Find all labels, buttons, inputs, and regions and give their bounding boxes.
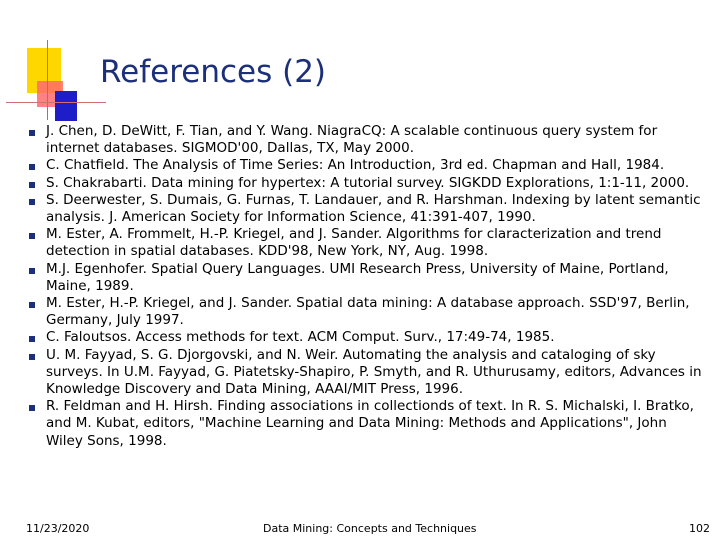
footer-title: Data Mining: Concepts and Techniques [263, 522, 477, 535]
slide-title: References (2) [100, 54, 327, 90]
reference-text: C. Chatfield. The Analysis of Time Series: An Introduction, 3rd ed. Chapman and Hall, 1984. [46, 157, 665, 174]
bullet-square-icon [29, 130, 35, 136]
reference-item [28, 157, 704, 174]
reference-text: R. Feldman and H. Hirsh. Finding associations in collectionds of text. In R. S. Michalski, I. Bratko, and M. Kubat, editors, "Machine Learning and Data Mining: Methods and Applications", John Wiley Sons, 1998. [46, 398, 694, 449]
title-ornament [0, 0, 100, 130]
reference-text: M.J. Egenhofer. Spatial Query Languages. UMI Research Press, University of Maine, Portland, Maine, 1989. [46, 260, 669, 294]
bullet-square-icon [29, 182, 35, 188]
bullet-square-icon [29, 405, 35, 411]
reference-text: M. Ester, A. Frommelt, H.-P. Kriegel, and J. Sander. Algorithms for claracterization and trend detection in spatial databases. KDD'98, New York, NY, Aug. 1998. [46, 226, 662, 260]
reference-text: U. M. Fayyad, S. G. Djorgovski, and N. Weir. Automating the analysis and cataloging of sky surveys. In U.M. Fayyad, G. Piatetsky-Shapiro, P. Smyth, and R. Uthurusamy, editors, Advances in Knowledge Discovery and Data Mining, AAAI/MIT Press, 1996. [46, 346, 702, 398]
reference-item [28, 347, 704, 399]
horizontal-line-decoration [6, 102, 106, 103]
reference-item [28, 192, 704, 226]
blue-square-decoration [55, 91, 77, 121]
reference-list [28, 123, 704, 450]
reference-text: S. Deerwester, S. Dumais, G. Furnas, T. Landauer, and R. Harshman. Indexing by latent semantic analysis. J. American Society for Information Science, 41:391-407, 1990. [46, 191, 701, 226]
reference-item [28, 295, 704, 329]
bullet-square-icon [29, 164, 35, 170]
reference-text: M. Ester, H.-P. Kriegel, and J. Sander. Spatial data mining: A database approach. SSD'97, Berlin, Germany, July 1997. [46, 295, 690, 329]
reference-text: J. Chen, D. DeWitt, F. Tian, and Y. Wang. NiagraCQ: A scalable continuous query system for internet databases. SIGMOD'00, Dallas, TX, May 2000. [46, 123, 658, 157]
bullet-square-icon [29, 233, 35, 239]
reference-item [28, 175, 704, 192]
reference-item [28, 123, 704, 157]
footer-date: 11/23/2020 [26, 522, 90, 535]
bullet-square-icon [29, 354, 35, 360]
vertical-line-decoration [47, 40, 48, 120]
reference-item [28, 261, 704, 295]
reference-item [28, 329, 704, 346]
reference-text: C. Faloutsos. Access methods for text. ACM Comput. Surv., 17:49-74, 1985. [46, 329, 555, 346]
bullet-square-icon [29, 199, 35, 205]
reference-item [28, 398, 704, 450]
reference-item [28, 226, 704, 260]
page-number: 102 [689, 522, 710, 535]
bullet-square-icon [29, 336, 35, 342]
bullet-square-icon [29, 302, 35, 308]
bullet-square-icon [29, 268, 35, 274]
reference-text: S. Chakrabarti. Data mining for hypertex: A tutorial survey. SIGKDD Explorations, 1:1-11, 2000. [46, 174, 690, 191]
